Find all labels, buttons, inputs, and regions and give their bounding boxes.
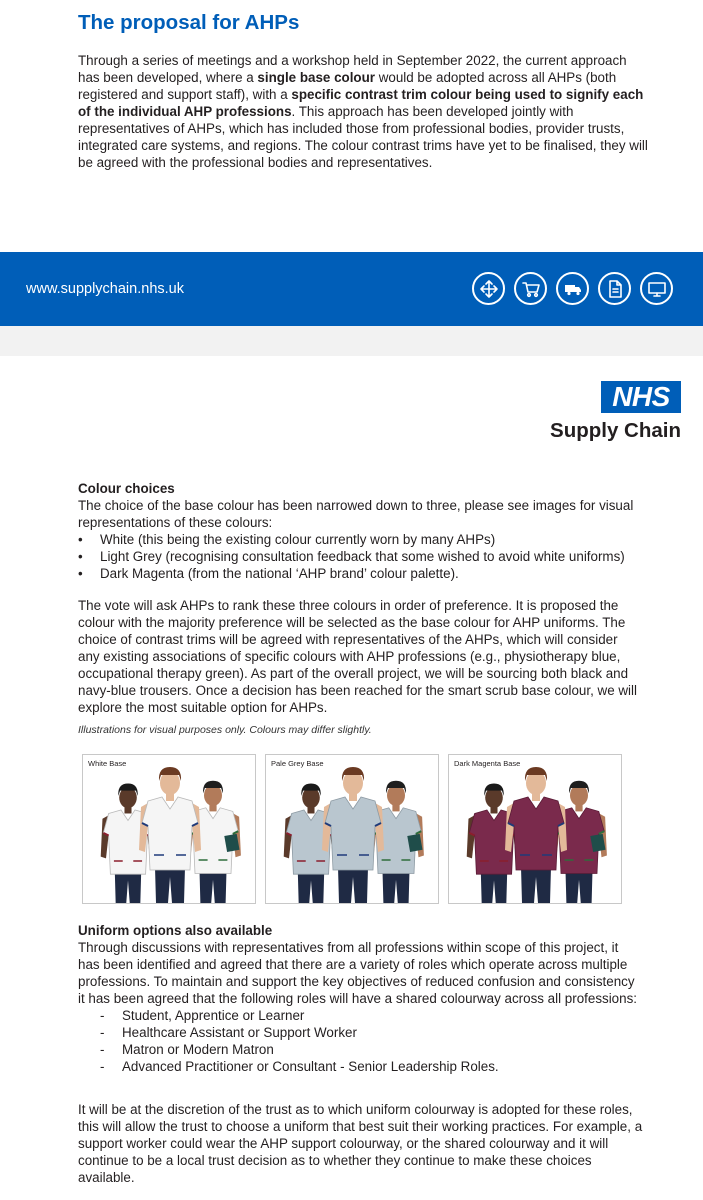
bold-phrase: single base colour — [257, 70, 375, 85]
nhs-supply-chain-logo — [543, 381, 681, 443]
uniform-options-intro: Through discussions with representatives from all professions within scope of this project, it has been identified and agreed that there are a variety of roles which operate across multiple professions. To maintain and support the key objectives of reduced confusion and consistency it has been agreed that the following roles will have a shared colourway across all professions: — [78, 940, 637, 1006]
pale-grey-base-illustration — [265, 754, 439, 904]
proposal-paragraph — [78, 52, 648, 171]
list-item: • White (this being the existing colour currently worn by many AHPs) — [78, 531, 638, 548]
colour-options-list — [78, 531, 638, 582]
list-item: • Dark Magenta (from the national ‘AHP brand’ colour palette). — [78, 565, 638, 582]
uniform-figures-image — [83, 755, 256, 904]
text-run: . This approach has been developed jointly with representatives of AHPs, which has included those from professional bodies, provider trusts, integrated care systems, and regions. The colour contrast trims have yet to be finalised, they will be agreed with the professional bodies and representatives. — [78, 104, 648, 170]
footer-icon-group — [472, 272, 673, 305]
panel-label: Dark Magenta Base — [454, 759, 521, 768]
colour-choices-heading: Colour choices — [78, 481, 175, 496]
white-base-illustration — [82, 754, 256, 904]
shopping-cart-icon[interactable] — [514, 272, 547, 305]
text-run: Through a series of meetings and a workshop held in September 2022, the current approach has been developed, where a — [78, 53, 627, 85]
list-item: - Healthcare Assistant or Support Worker — [100, 1024, 643, 1041]
list-item: • Light Grey (recognising consultation feedback that some wished to avoid white uniforms) — [78, 548, 638, 565]
panel-label: White Base — [88, 759, 127, 768]
delivery-truck-icon[interactable] — [556, 272, 589, 305]
list-item: - Matron or Modern Matron — [100, 1041, 643, 1058]
shared-roles-list — [78, 1007, 643, 1075]
proposal-page-section — [0, 0, 703, 252]
uniform-figures-image — [449, 755, 622, 904]
page-title: The proposal for AHPs — [78, 11, 300, 34]
illustration-disclaimer: Illustrations for visual purposes only. Colours may differ slightly. — [78, 724, 372, 736]
document-icon[interactable] — [598, 272, 631, 305]
uniform-figures-image — [266, 755, 439, 904]
panel-label: Pale Grey Base — [271, 759, 324, 768]
closing-section — [78, 1101, 643, 1186]
supplychain-website-link[interactable]: www.supplychain.nhs.uk — [26, 281, 184, 297]
vote-section — [78, 597, 638, 716]
vote-paragraph: The vote will ask AHPs to rank these three colours in order of preference. It is proposed the colour with the majority preference will be selected as the base colour for AHP uniforms. The choice of contrast trims will be agreed with representatives of the AHPs, which will consider any existing associations of specific colours with AHP professions (e.g., physiotherapy blue, occupational therapy green). As part of the overall project, we will be sourcing both black and navy-blue trousers. Once a decision has been reached for the smart scrub base colour, we will explore the most suitable option for AHPs. — [78, 598, 637, 715]
nhs-logo-box: NHS — [601, 381, 681, 413]
page-break — [0, 326, 703, 356]
uniform-options-section — [78, 922, 643, 1075]
monitor-icon[interactable] — [640, 272, 673, 305]
closing-paragraph: It will be at the discretion of the trust as to which uniform colourway is adopted for these roles, this will allow the trust to choose a uniform that best suit their working practices. For example, a support worker could wear the AHP support colourway, or the shared colourway and it will continue to be a local trust decision as to whether they continue to make these choices available. — [78, 1102, 643, 1185]
footer-band — [0, 252, 703, 326]
colour-choices-intro: The choice of the base colour has been narrowed down to three, please see images for visual representations of these colours: — [78, 498, 634, 530]
colour-choices-section — [78, 480, 638, 582]
uniform-options-heading: Uniform options also available — [78, 923, 273, 938]
move-arrows-icon[interactable] — [472, 272, 505, 305]
list-item: - Advanced Practitioner or Consultant - Senior Leadership Roles. — [100, 1058, 643, 1075]
supply-chain-logo-text: Supply Chain — [550, 419, 681, 442]
bold-phrase: specific contrast trim colour being used to signify each of the individual AHP professions — [78, 87, 644, 119]
list-item: - Student, Apprentice or Learner — [100, 1007, 643, 1024]
text-run: would be adopted across all AHPs (both registered and support staff), with a — [78, 70, 617, 102]
dark-magenta-base-illustration — [448, 754, 622, 904]
